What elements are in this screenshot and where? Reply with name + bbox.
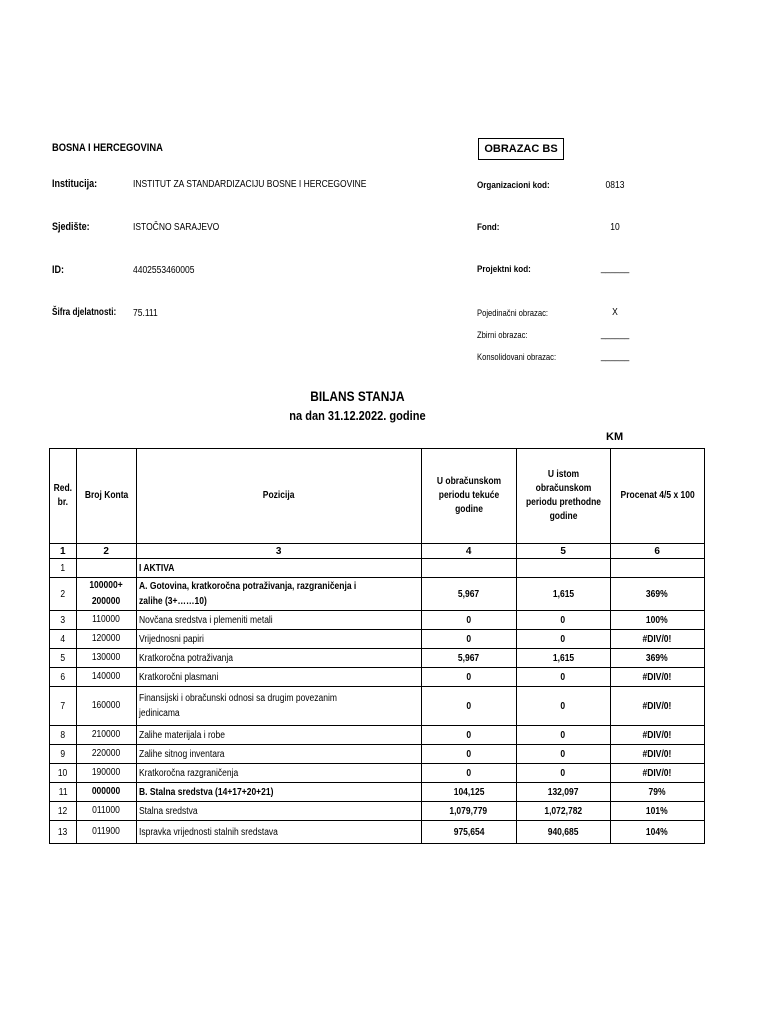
percent-value: 369% [610,649,704,668]
current-value: 0 [421,745,516,764]
percent-value [610,559,704,578]
row-number: 7 [50,687,77,726]
header-current: U obračunskom periodu tekuće godine [421,449,516,544]
percent-value: #DIV/0! [610,764,704,783]
table-row [50,687,705,726]
account-code: 011000 [76,802,136,821]
country-heading: BOSNA I HERCEGOVINA [52,142,163,154]
id-value: 4402553460005 [133,265,195,276]
table-row [50,668,705,687]
id-label: ID: [52,264,65,276]
col-number: 5 [516,544,610,559]
currency-label: KM [606,431,624,443]
col-number: 6 [610,544,704,559]
org-code-value: 0813 [605,180,625,191]
header-percent: Procenat 4/5 x 100 [610,449,704,544]
row-number: 8 [50,726,77,745]
previous-value [516,559,610,578]
percent-value: 369% [610,578,704,611]
row-number: 13 [50,821,77,844]
seat-label: Sjedište: [52,221,90,233]
previous-value: 0 [516,764,610,783]
position-text: Kratkoročni plasmani [136,668,421,687]
header-account: Broj Konta [76,449,136,544]
account-code [76,559,136,578]
summary-form-value: ______ [600,329,630,340]
previous-value: 0 [516,726,610,745]
previous-value: 1,072,782 [516,802,610,821]
previous-value: 0 [516,745,610,764]
summary-form-label: Zbirni obrazac: [477,330,528,340]
project-code-value: ______ [600,263,630,274]
account-code: 130000 [76,649,136,668]
percent-value: #DIV/0! [610,726,704,745]
row-number: 5 [50,649,77,668]
col-number: 1 [50,544,77,559]
row-number: 9 [50,745,77,764]
current-value: 0 [421,668,516,687]
form-code-box: OBRAZAC BS [478,138,564,160]
current-value: 0 [421,630,516,649]
column-number-row [50,544,705,559]
current-value [421,559,516,578]
institution-value: INSTITUT ZA STANDARDIZACIJU BOSNE I HERCEGOVINE [133,179,367,190]
document-subtitle: na dan 31.12.2022. godine [289,408,426,423]
account-code: 210000 [76,726,136,745]
balance-sheet-table [49,448,705,844]
current-value: 5,967 [421,578,516,611]
fund-label: Fond: [477,222,500,233]
percent-value: 79% [610,783,704,802]
percent-value: 100% [610,611,704,630]
previous-value: 0 [516,611,610,630]
percent-value: 104% [610,821,704,844]
project-code-label: Projektni kod: [477,264,531,275]
position-text: Stalna sredstva [136,802,421,821]
percent-value: #DIV/0! [610,687,704,726]
position-text: Ispravka vrijednosti stalnih sredstava [136,821,421,844]
activity-label: Šifra djelatnosti: [52,307,117,318]
header-previous: U istom obračunskom periodu prethodne godine [516,449,610,544]
account-code: 011900 [76,821,136,844]
fund-value: 10 [610,222,620,233]
position-text: Zalihe sitnog inventara [136,745,421,764]
row-number: 11 [50,783,77,802]
account-code: 190000 [76,764,136,783]
position-text: A. Gotovina, kratkoročna potraživanja, razgraničenja i zalihe (3+……10) [136,578,421,611]
header-red-br: Red. br. [50,449,77,544]
account-code: 120000 [76,630,136,649]
table-row [50,578,705,611]
current-value: 1,079,779 [421,802,516,821]
activity-value: 75.111 [133,308,158,319]
current-value: 104,125 [421,783,516,802]
document-title: BILANS STANJA [310,388,405,404]
current-value: 0 [421,611,516,630]
org-code-label: Organizacioni kod: [477,180,550,191]
current-value: 5,967 [421,649,516,668]
row-number: 4 [50,630,77,649]
table-row [50,802,705,821]
row-number: 10 [50,764,77,783]
previous-value: 0 [516,630,610,649]
row-number: 12 [50,802,77,821]
col-number: 2 [76,544,136,559]
account-code: 220000 [76,745,136,764]
table-row [50,630,705,649]
position-text: Zalihe materijala i robe [136,726,421,745]
table-row [50,783,705,802]
institution-label: Institucija: [52,178,98,190]
previous-value: 0 [516,668,610,687]
col-number: 4 [421,544,516,559]
previous-value: 132,097 [516,783,610,802]
individual-form-label: Pojedinačni obrazac: [477,308,549,318]
position-text: Vrijednosni papiri [136,630,421,649]
account-code: 100000+ 200000 [76,578,136,611]
table-row [50,559,705,578]
header-position: Pozicija [136,449,421,544]
current-value: 0 [421,764,516,783]
position-text: Kratkoročna potraživanja [136,649,421,668]
table-row [50,611,705,630]
table-header-row [50,449,705,544]
row-number: 1 [50,559,77,578]
previous-value: 1,615 [516,578,610,611]
position-text: Novčana sredstva i plemeniti metali [136,611,421,630]
percent-value: #DIV/0! [610,668,704,687]
col-number: 3 [136,544,421,559]
position-text: Finansijski i obračunski odnosi sa drugim povezanim jedinicama [136,687,421,726]
account-code: 140000 [76,668,136,687]
table-row [50,745,705,764]
row-number: 2 [50,578,77,611]
percent-value: #DIV/0! [610,630,704,649]
percent-value: 101% [610,802,704,821]
position-text: I AKTIVA [136,559,421,578]
account-code: 000000 [76,783,136,802]
previous-value: 1,615 [516,649,610,668]
table-row [50,649,705,668]
consolidated-form-label: Konsolidovani obrazac: [477,352,557,362]
consolidated-form-value: ______ [600,351,630,362]
table-row [50,821,705,844]
table-row [50,764,705,783]
row-number: 3 [50,611,77,630]
current-value: 975,654 [421,821,516,844]
position-text: Kratkoročna razgraničenja [136,764,421,783]
current-value: 0 [421,687,516,726]
table-row [50,726,705,745]
individual-form-value: X [612,307,618,318]
account-code: 110000 [76,611,136,630]
percent-value: #DIV/0! [610,745,704,764]
row-number: 6 [50,668,77,687]
position-text: B. Stalna sredstva (14+17+20+21) [136,783,421,802]
seat-value: ISTOČNO SARAJEVO [133,222,220,233]
previous-value: 940,685 [516,821,610,844]
account-code: 160000 [76,687,136,726]
current-value: 0 [421,726,516,745]
previous-value: 0 [516,687,610,726]
